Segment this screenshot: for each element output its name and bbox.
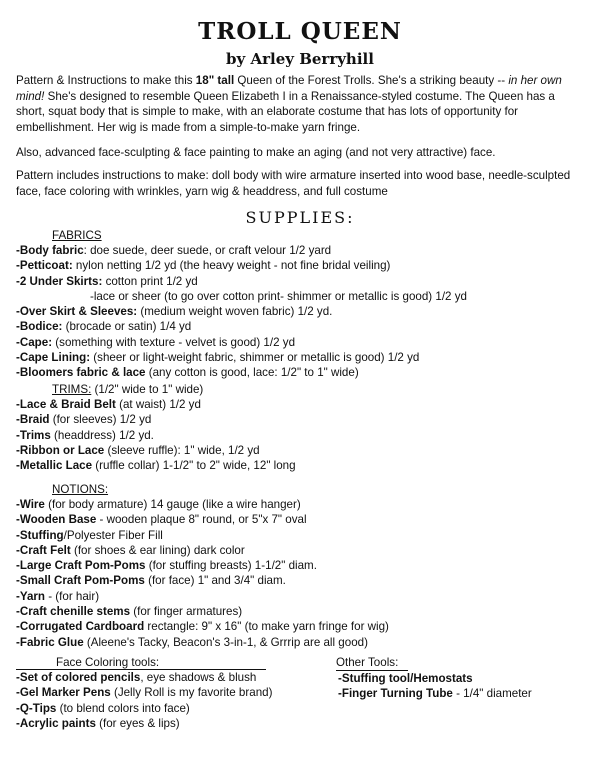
list-item: -Bloomers fabric & lace (any cotton is good, lace: 1/2" to 1" wide) — [16, 366, 359, 380]
fabrics-heading: FABRICS — [52, 229, 102, 242]
intro-paragraph-1: Pattern & Instructions to make this 18" tall Queen of the Forest Trolls. She's a striking beauty -- in her own mind! She's designed to resemble Queen Elizabeth I in a Renaissance-styled costume. The Queen has a short, squat body that is simple to make, with an elaborate costume that has lots of opportunity for embellishment. Her wig is made from a simple-to-make yarn fringe. — [16, 74, 562, 134]
list-item: -Large Craft Pom-Poms (for stuffing breasts) 1-1/2" diam. — [16, 559, 317, 573]
face-tools-heading: Face Coloring tools: — [16, 655, 266, 670]
list-item: -Cape: (something with texture - velvet is good) 1/2 yd — [16, 335, 296, 349]
face-coloring-tools-section — [16, 655, 316, 731]
list-item: -Wire (for body armature) 14 gauge (like a wire hanger) — [16, 498, 301, 511]
list-item: -Stuffing tool/Hemostats — [338, 672, 473, 685]
list-item: -Gel Marker Pens (Jelly Roll is my favorite brand) — [16, 686, 273, 700]
list-item: -Cape Lining: (sheer or light-weight fabric, shimmer or metallic is good) 1/2 yd — [16, 351, 420, 365]
list-item: -Stuffing/Polyester Fiber Fill — [16, 528, 163, 542]
fabrics-section — [16, 228, 584, 381]
intro-paragraph-3: Pattern includes instructions to make: doll body with wire armature inserted into wood base, needle-sculpted face, face coloring with wrinkles, yarn wig & headdress, and full costume — [16, 169, 571, 198]
list-item: -Acrylic paints (for eyes & lips) — [16, 716, 180, 730]
list-item: -Trims (headdress) 1/2 yd. — [16, 428, 154, 442]
list-item: -Q-Tips (to blend colors into face) — [16, 701, 190, 715]
author-byline: by Arley Berryhill — [226, 50, 374, 68]
page-title: TROLL QUEEN — [198, 18, 402, 45]
list-item: -Wooden Base - wooden plaque 8" round, or 5"x 7" oval — [16, 513, 307, 527]
list-item: -Lace & Braid Belt (at waist) 1/2 yd — [16, 398, 201, 411]
list-item: -Finger Turning Tube - 1/4" diameter — [338, 687, 532, 701]
notions-section — [16, 482, 584, 650]
intro-paragraph-2: Also, advanced face-sculpting & face painting to make an aging (and not very attractive) face. — [16, 146, 496, 159]
list-item: -lace or sheer (to go over cotton print- shimmer or metallic is good) 1/2 yd — [90, 289, 467, 303]
notions-heading: NOTIONS: — [52, 483, 109, 496]
list-item: -Petticoat: nylon netting 1/2 yd (the heavy weight - not fine bridal veiling) — [16, 259, 391, 273]
list-item: -Fabric Glue (Aleene's Tacky, Beacon's 3-in-1, & Grrrip are all good) — [16, 635, 368, 649]
list-item: -Braid (for sleeves) 1/2 yd — [16, 413, 152, 427]
list-item: -Metallic Lace (ruffle collar) 1-1/2" to 2" wide, 12" long — [16, 459, 296, 473]
list-item: -Yarn - (for hair) — [16, 589, 100, 603]
list-item: -Craft chenille stems (for finger armatures) — [16, 605, 243, 619]
list-item: -Small Craft Pom-Poms (for face) 1" and 3/4" diam. — [16, 574, 286, 588]
list-item: -Over Skirt & Sleeves: (medium weight woven fabric) 1/2 yd. — [16, 305, 333, 319]
list-item: -2 Under Skirts: cotton print 1/2 yd — [16, 274, 198, 288]
list-item: -Set of colored pencils, eye shadows & blush — [16, 671, 257, 684]
list-item: -Ribbon or Lace (sleeve ruffle): 1" wide, 1/2 yd — [16, 443, 260, 457]
other-tools-heading: Other Tools: — [336, 655, 408, 671]
list-item: -Body fabric: doe suede, deer suede, or craft velour 1/2 yard — [16, 244, 332, 257]
list-item: -Craft Felt (for shoes & ear lining) dark color — [16, 543, 245, 557]
other-tools-section — [336, 655, 586, 702]
list-item: -Corrugated Cardboard rectangle: 9" x 16" (to make yarn fringe for wig) — [16, 620, 389, 634]
supplies-heading: SUPPLIES: — [245, 208, 355, 227]
trims-section — [16, 382, 584, 473]
trims-heading: TRIMS: (1/2" wide to 1" wide) — [52, 383, 204, 396]
list-item: -Bodice: (brocade or satin) 1/4 yd — [16, 320, 192, 334]
